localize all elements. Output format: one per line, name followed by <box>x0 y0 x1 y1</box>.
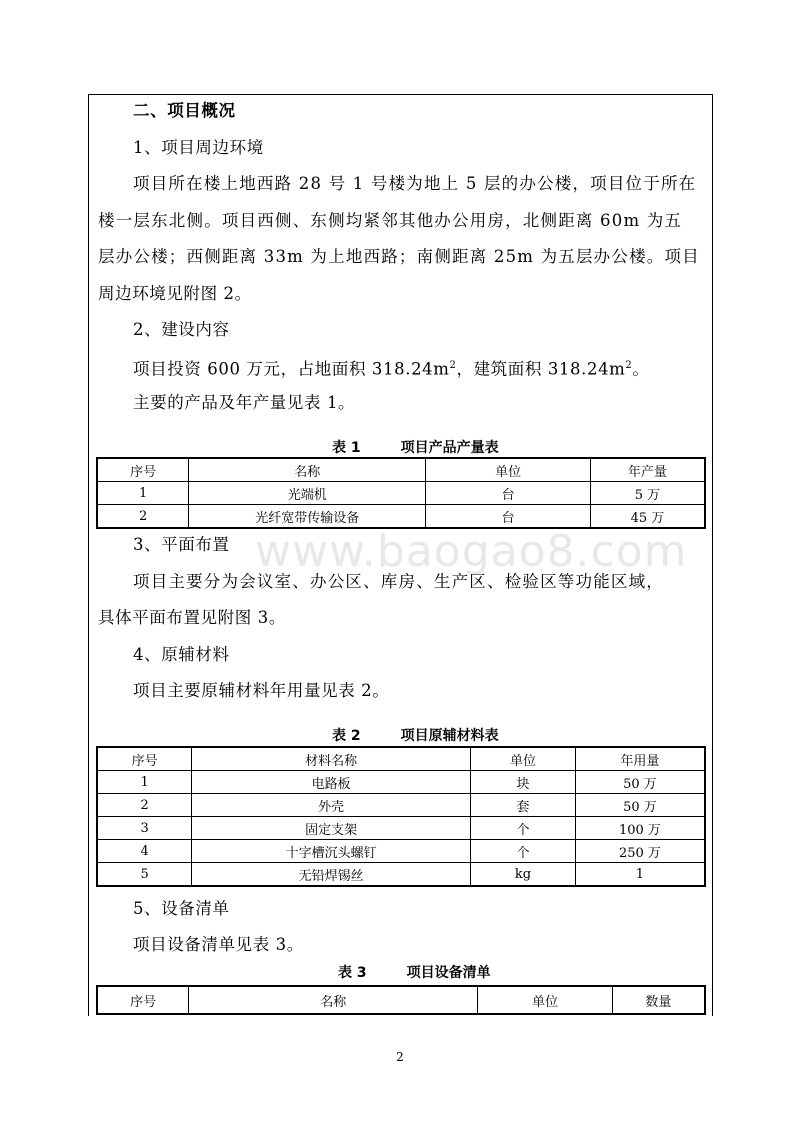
table1-caption: 表 1 项目产品产量表 <box>332 440 499 456</box>
table2-cell: 外壳 <box>192 794 471 817</box>
table2-cell: 3 <box>97 817 192 840</box>
table1-cell: 45 万 <box>590 505 705 529</box>
table2-header: 材料名称 <box>192 747 471 771</box>
table1 <box>96 457 706 529</box>
table2-cell: 4 <box>97 840 192 863</box>
table2-cell: kg <box>471 863 576 887</box>
table3-header: 序号 <box>97 986 189 1014</box>
table1-header: 年产量 <box>590 458 705 482</box>
table1-cell: 5 万 <box>590 482 705 505</box>
s4-line: 项目主要原辅材料年用量见表 2。 <box>133 681 390 700</box>
s3-line-2: 具体平面布置见附图 3。 <box>98 608 286 627</box>
s1-line-3: 层办公楼；西侧距离 33m 为上地西路；南侧距离 25m 为五层办公楼。项目 <box>98 247 700 266</box>
page-number: 2 <box>396 1050 404 1064</box>
table2-cell: 块 <box>471 771 576 794</box>
table-row <box>97 771 705 794</box>
table2 <box>96 746 706 887</box>
table3-header: 名称 <box>189 986 478 1014</box>
table2-cell: 个 <box>471 817 576 840</box>
table-row <box>97 794 705 817</box>
s1-title: 1、项目周边环境 <box>133 138 264 157</box>
table2-cell: 十字槽沉头螺钉 <box>192 840 471 863</box>
watermark: www.baogao8.com <box>255 526 688 577</box>
table1-header-row <box>97 458 705 482</box>
table2-cell: 个 <box>471 840 576 863</box>
table2-cell: 1 <box>575 863 705 887</box>
table1-cell: 台 <box>426 505 590 529</box>
s5-title: 5、设备清单 <box>133 899 230 918</box>
table2-cell: 250 万 <box>575 840 705 863</box>
table2-cell: 无铅焊锡丝 <box>192 863 471 887</box>
s5-line: 项目设备清单见表 3。 <box>133 935 304 954</box>
table1-cell: 台 <box>426 482 590 505</box>
s2-product-line: 主要的产品及年产量见表 1。 <box>133 393 356 412</box>
table-row <box>97 863 705 887</box>
s2-invest: 项目投资 600 万元，占地面积 $318.24m^2$，建筑面积 $318.24m^2$。 <box>133 359 650 379</box>
table-row <box>97 505 705 529</box>
table2-cell: 2 <box>97 794 192 817</box>
s2-title: 2、建设内容 <box>133 320 230 339</box>
table2-cell: 固定支架 <box>192 817 471 840</box>
s3-title: 3、平面布置 <box>133 535 230 554</box>
table1-cell: 光纤宽带传输设备 <box>189 505 426 529</box>
s1-line-2: 楼一层东北侧。项目西侧、东侧均紧邻其他办公用房，北侧距离 60m 为五 <box>98 211 683 230</box>
table2-cell: 电路板 <box>192 771 471 794</box>
table2-caption: 表 2 项目原辅材料表 <box>332 728 499 744</box>
table1-header: 单位 <box>426 458 590 482</box>
table3-header-row <box>97 986 705 1014</box>
table1-header: 序号 <box>97 458 189 482</box>
s1-line-1: 项目所在楼上地西路 28 号 1 号楼为地上 5 层的办公楼，项目位于所在 <box>133 174 697 193</box>
table-row <box>97 482 705 505</box>
table2-cell: 1 <box>97 771 192 794</box>
table3-header: 数量 <box>612 986 705 1014</box>
table2-cell: 5 <box>97 863 192 887</box>
table2-header-row <box>97 747 705 771</box>
table2-cell: 套 <box>471 794 576 817</box>
table2-cell: 100 万 <box>575 817 705 840</box>
table1-cell: 光端机 <box>189 482 426 505</box>
table3 <box>96 985 706 1015</box>
s3-line-1: 项目主要分为会议室、办公区、库房、生产区、检验区等功能区域， <box>133 572 664 591</box>
s4-title: 4、原辅材料 <box>133 645 230 664</box>
s1-line-4: 周边环境见附图 2。 <box>98 284 252 303</box>
table-row <box>97 840 705 863</box>
section-heading: 二、项目概况 <box>133 101 236 120</box>
table2-header: 序号 <box>97 747 192 771</box>
table3-caption: 表 3 项目设备清单 <box>338 965 491 981</box>
table1-cell: 1 <box>97 482 189 505</box>
table3-header: 单位 <box>478 986 613 1014</box>
table2-cell: 50 万 <box>575 794 705 817</box>
table2-header: 年用量 <box>575 747 705 771</box>
table1-header: 名称 <box>189 458 426 482</box>
table-row <box>97 817 705 840</box>
table2-header: 单位 <box>471 747 576 771</box>
table1-cell: 2 <box>97 505 189 529</box>
table2-cell: 50 万 <box>575 771 705 794</box>
